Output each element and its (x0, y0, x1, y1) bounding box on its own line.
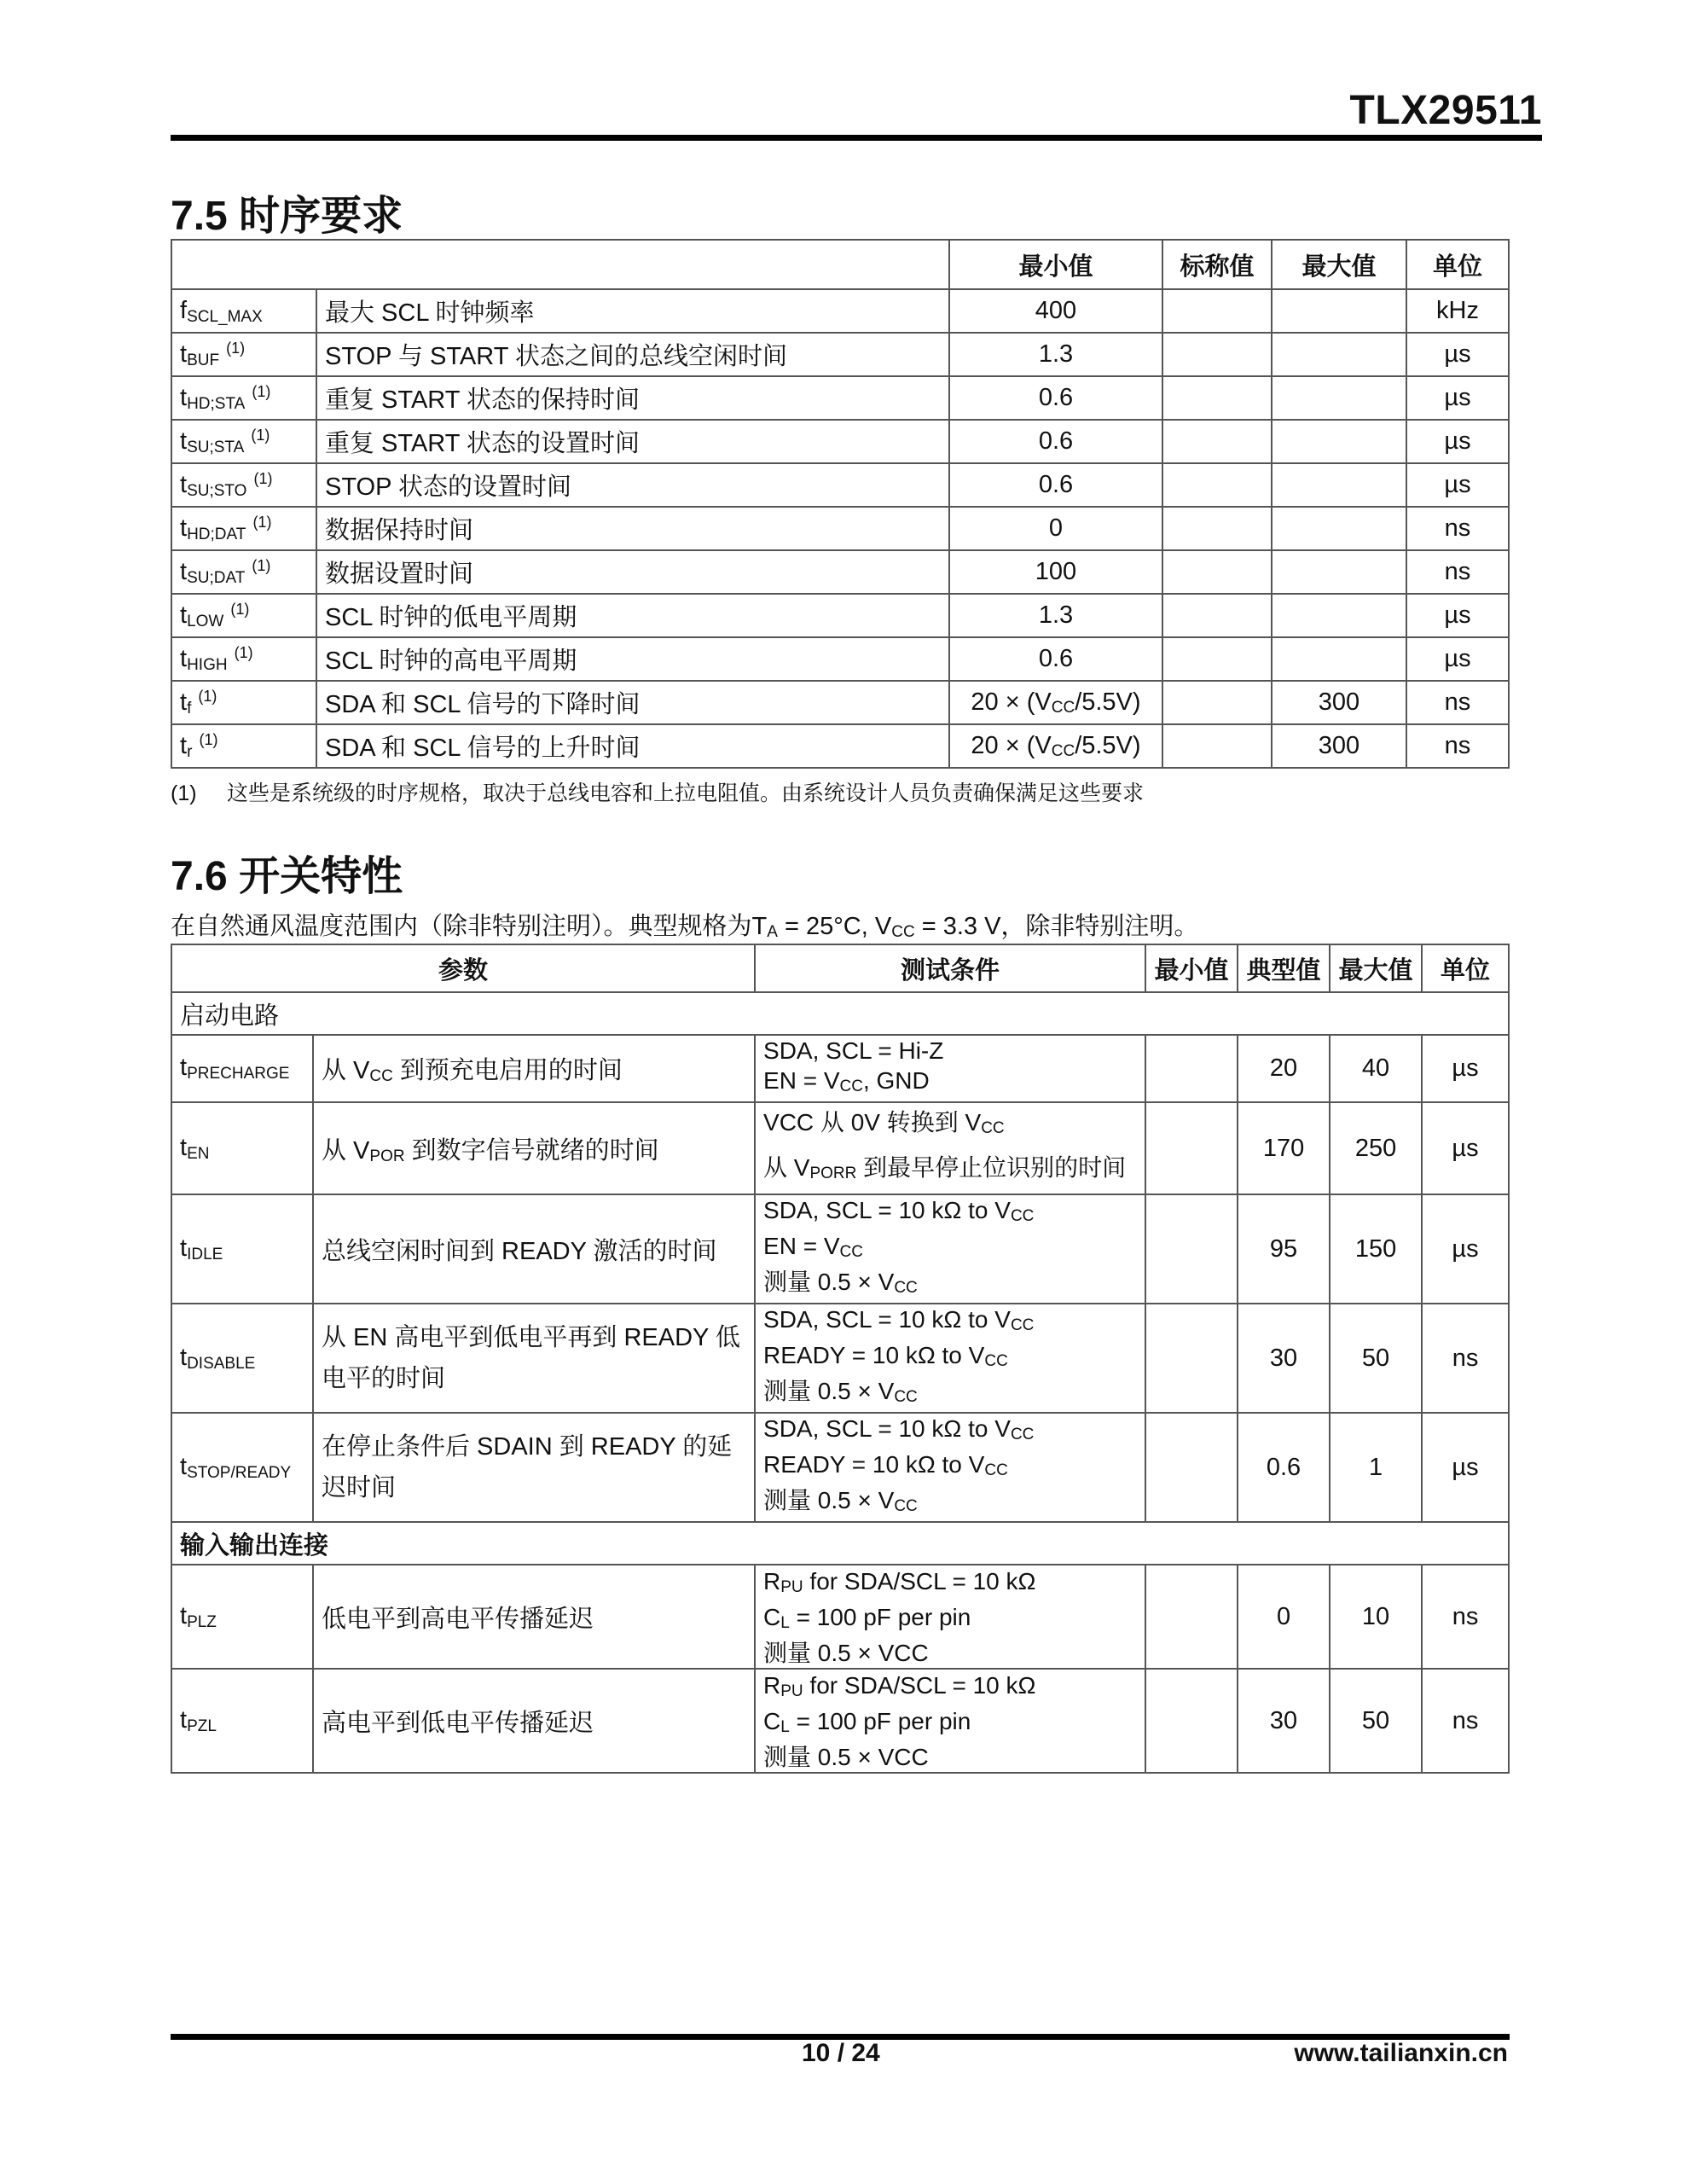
table-row (171, 1413, 1509, 1522)
param-desc: STOP 与 START 状态之间的总线空闲时间 (316, 333, 949, 376)
table-row (171, 333, 1509, 376)
max-value: 10 (1330, 1565, 1422, 1669)
param-desc: 重复 START 状态的保持时间 (316, 376, 949, 420)
unit: ns (1422, 1565, 1509, 1669)
min-value (1145, 1669, 1238, 1773)
section-title-switching: 7.6 开关特性 (171, 854, 403, 899)
max-value (1272, 420, 1406, 463)
group-startup: 启动电路 (171, 992, 1509, 1035)
test-conditions: SDA, SCL = 10 kΩ to $V_{CC}$ READY = 10 kΩ to $V_{CC}$ 测量 $0.5 \times V_{CC}$ (755, 1413, 1145, 1522)
max-value (1272, 463, 1406, 507)
param-desc: 最大 SCL 时钟频率 (316, 289, 949, 333)
page-number: 10 / 24 (802, 2039, 880, 2067)
min-value: 0 (949, 507, 1162, 550)
max-value: 1 (1330, 1413, 1422, 1522)
param-symbol: $t_r$ $^{(1)}$ (171, 724, 316, 768)
table-row (171, 463, 1509, 507)
unit: µs (1422, 1194, 1509, 1304)
col-header-min: 最小值 (1145, 944, 1238, 992)
param-symbol: $t_{IDLE}$ (171, 1194, 313, 1304)
test-conditions: $R_{PU}$ for SDA/SCL = 10 kΩ $C_L = 100$ pF per pin 测量 0.5 × VCC (755, 1565, 1145, 1669)
param-symbol: $t_{HD;STA}$ $^{(1)}$ (171, 376, 316, 420)
max-value: 150 (1330, 1194, 1422, 1304)
col-header-max: 最大值 (1330, 944, 1422, 992)
param-symbol: $t_{HD;DAT}$ $^{(1)}$ (171, 507, 316, 550)
unit: µs (1422, 1413, 1509, 1522)
param-symbol: $t_{LOW}$ $^{(1)}$ (171, 594, 316, 637)
table-row (171, 550, 1509, 594)
min-value (1145, 1413, 1238, 1522)
nom-value (1162, 637, 1272, 681)
min-value (1145, 1304, 1238, 1413)
col-header-min: 最小值 (949, 240, 1162, 289)
nom-value (1162, 724, 1272, 768)
param-desc: 从 EN 高电平到低电平再到 READY 低 电平的时间 (313, 1304, 755, 1413)
min-value: $20 \times (V_{CC}/5.5V)$ (949, 724, 1162, 768)
col-header-max: 最大值 (1272, 240, 1406, 289)
min-value: 0.6 (949, 463, 1162, 507)
min-value: $20 \times (V_{CC}/5.5V)$ (949, 681, 1162, 724)
param-symbol: $t_{SU;STO}$ $^{(1)}$ (171, 463, 316, 507)
param-desc: 数据保持时间 (316, 507, 949, 550)
unit: ns (1406, 724, 1509, 768)
unit: ns (1406, 550, 1509, 594)
table-row (171, 1669, 1509, 1773)
table-row (171, 1035, 1509, 1102)
test-conditions: VCC 从 0V 转换到 $V_{CC}$ 从 $V_{PORR}$ 到最早停止位识别的时间 (755, 1102, 1145, 1194)
param-symbol: $t_{SU;DAT}$ $^{(1)}$ (171, 550, 316, 594)
table-row (171, 289, 1509, 333)
nom-value (1162, 507, 1272, 550)
param-desc: 在停止条件后 SDAIN 到 READY 的延 迟时间 (313, 1413, 755, 1522)
table-row (171, 724, 1509, 768)
test-conditions: $R_{PU}$ for SDA/SCL = 10 kΩ $C_L = 100$ pF per pin 测量 0.5 × VCC (755, 1669, 1145, 1773)
max-value: 50 (1330, 1304, 1422, 1413)
table-row (171, 1304, 1509, 1413)
param-desc: 总线空闲时间到 READY 激活的时间 (313, 1194, 755, 1304)
param-desc: 从 $V_{POR}$ 到数字信号就绪的时间 (313, 1102, 755, 1194)
param-symbol: $t_{BUF}$ $^{(1)}$ (171, 333, 316, 376)
table-row (171, 507, 1509, 550)
nom-value (1162, 681, 1272, 724)
col-header-cond: 测试条件 (755, 944, 1145, 992)
max-value: 300 (1272, 724, 1406, 768)
table-row (171, 376, 1509, 420)
unit: ns (1406, 507, 1509, 550)
max-value (1272, 507, 1406, 550)
unit: kHz (1406, 289, 1509, 333)
switching-characteristics-table (171, 944, 1510, 1774)
param-symbol: $t_{SU;STA}$ $^{(1)}$ (171, 420, 316, 463)
min-value (1145, 1565, 1238, 1669)
typ-value: 0.6 (1238, 1413, 1330, 1522)
min-value: 100 (949, 550, 1162, 594)
unit: µs (1406, 376, 1509, 420)
col-header-param: 参数 (171, 944, 755, 992)
max-value (1272, 550, 1406, 594)
unit: µs (1406, 637, 1509, 681)
param-symbol: $t_{PRECHARGE}$ (171, 1035, 313, 1102)
typ-value: 30 (1238, 1304, 1330, 1413)
unit: ns (1422, 1304, 1509, 1413)
param-desc: 重复 START 状态的设置时间 (316, 420, 949, 463)
min-value: 1.3 (949, 333, 1162, 376)
table-row (171, 594, 1509, 637)
unit: µs (1422, 1035, 1509, 1102)
nom-value (1162, 333, 1272, 376)
table-row (171, 1194, 1509, 1304)
unit: ns (1422, 1669, 1509, 1773)
unit: µs (1406, 463, 1509, 507)
max-value (1272, 594, 1406, 637)
min-value: 1.3 (949, 594, 1162, 637)
section-subtitle: 在自然通风温度范围内（除非特别注明）。典型规格为$T_A = 25^\circ C$, $V_{CC} = 3.3$ V，除非特别注明。 (171, 913, 1199, 941)
min-value (1145, 1194, 1238, 1304)
table-header-blank (171, 240, 949, 289)
typ-value: 30 (1238, 1669, 1330, 1773)
document-title: TLX29511 (1349, 88, 1542, 133)
table-row (171, 681, 1509, 724)
group-io: 输入输出连接 (171, 1522, 1509, 1565)
unit: µs (1406, 594, 1509, 637)
nom-value (1162, 420, 1272, 463)
col-header-typ: 典型值 (1238, 944, 1330, 992)
timing-requirements-table (171, 239, 1510, 769)
min-value (1145, 1102, 1238, 1194)
max-value: 250 (1330, 1102, 1422, 1194)
param-desc: SDA 和 SCL 信号的下降时间 (316, 681, 949, 724)
website-link[interactable]: www.tailianxin.cn (1294, 2039, 1508, 2067)
min-value: 0.6 (949, 376, 1162, 420)
header-divider (171, 135, 1542, 141)
section-title-timing: 7.5 时序要求 (171, 194, 403, 239)
param-desc: SCL 时钟的高电平周期 (316, 637, 949, 681)
test-conditions: SDA, SCL = 10 kΩ to $V_{CC}$ READY = 10 kΩ to $V_{CC}$ 测量 $0.5 \times V_{CC}$ (755, 1304, 1145, 1413)
nom-value (1162, 594, 1272, 637)
col-header-unit: 单位 (1406, 240, 1509, 289)
param-symbol: $t_{HIGH}$ $^{(1)}$ (171, 637, 316, 681)
param-symbol: $t_f$ $^{(1)}$ (171, 681, 316, 724)
min-value: 400 (949, 289, 1162, 333)
col-header-unit: 单位 (1422, 944, 1509, 992)
test-conditions: SDA, SCL = 10 kΩ to $V_{CC}$ EN = $V_{CC}$ 测量 $0.5 \times V_{CC}$ (755, 1194, 1145, 1304)
footnote-text: 这些是系统级的时序规格，取决于总线电容和上拉电阻值。由系统设计人员负责确保满足这些要求 (227, 781, 1145, 805)
test-conditions: SDA, SCL = Hi-Z EN = $V_{CC}$, GND (755, 1035, 1145, 1102)
typ-value: 170 (1238, 1102, 1330, 1194)
unit: µs (1406, 420, 1509, 463)
typ-value: 0 (1238, 1565, 1330, 1669)
footnote-number: (1) (171, 781, 197, 805)
max-value: 40 (1330, 1035, 1422, 1102)
param-symbol: $t_{EN}$ (171, 1102, 313, 1194)
typ-value: 20 (1238, 1035, 1330, 1102)
unit: µs (1406, 333, 1509, 376)
param-symbol: $f_{SCL\_MAX}$ (171, 289, 316, 333)
param-symbol: $t_{PLZ}$ (171, 1565, 313, 1669)
min-value (1145, 1035, 1238, 1102)
unit: µs (1422, 1102, 1509, 1194)
footnote (171, 776, 1144, 807)
param-desc: SCL 时钟的低电平周期 (316, 594, 949, 637)
table-row (171, 1102, 1509, 1194)
table-row (171, 420, 1509, 463)
unit: ns (1406, 681, 1509, 724)
nom-value (1162, 550, 1272, 594)
nom-value (1162, 289, 1272, 333)
table-row (171, 1565, 1509, 1669)
typ-value: 95 (1238, 1194, 1330, 1304)
param-desc: 高电平到低电平传播延迟 (313, 1669, 755, 1773)
nom-value (1162, 463, 1272, 507)
min-value: 0.6 (949, 637, 1162, 681)
table-row (171, 637, 1509, 681)
param-desc: STOP 状态的设置时间 (316, 463, 949, 507)
param-desc: 从 $V_{CC}$ 到预充电启用的时间 (313, 1035, 755, 1102)
col-header-nom: 标称值 (1162, 240, 1272, 289)
param-desc: 低电平到高电平传播延迟 (313, 1565, 755, 1669)
max-value (1272, 376, 1406, 420)
nom-value (1162, 376, 1272, 420)
param-desc: SDA 和 SCL 信号的上升时间 (316, 724, 949, 768)
max-value (1272, 333, 1406, 376)
max-value (1272, 637, 1406, 681)
param-desc: 数据设置时间 (316, 550, 949, 594)
param-symbol: $t_{PZL}$ (171, 1669, 313, 1773)
max-value: 50 (1330, 1669, 1422, 1773)
param-symbol: $t_{STOP/READY}$ (171, 1413, 313, 1522)
max-value: 300 (1272, 681, 1406, 724)
param-symbol: $t_{DISABLE}$ (171, 1304, 313, 1413)
max-value (1272, 289, 1406, 333)
min-value: 0.6 (949, 420, 1162, 463)
